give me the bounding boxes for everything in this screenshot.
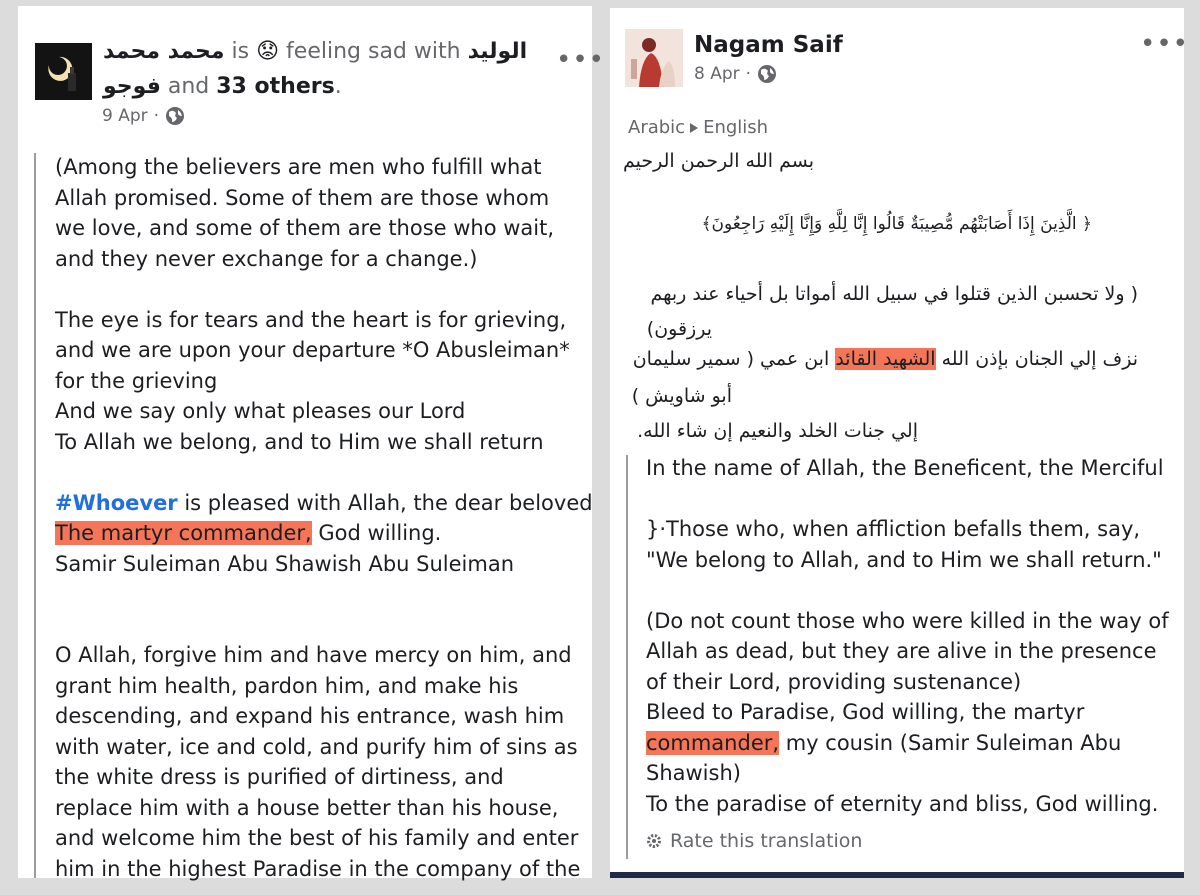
arabic-line-7: إلي جنات الخلد والنعيم إن شاء الله. [637, 420, 918, 442]
author-name[interactable]: Nagam Saif [694, 32, 843, 58]
author-avatar[interactable] [625, 29, 683, 87]
arabic-line-5-end: ابن عمي ( سمير سليمان [632, 348, 830, 370]
post-meta [694, 64, 777, 84]
arabic-line-4: يرزقون) [646, 318, 712, 340]
author-avatar[interactable] [35, 43, 92, 100]
en-highlight-line-rest: my cousin (Samir Suleiman Abu [779, 730, 1122, 755]
prayer-line-3: with water, ice and cold, and purify him of sins as [55, 734, 578, 759]
is-text: is [231, 39, 250, 64]
body-line-4 [55, 274, 593, 305]
prayer-line-5: replace him with a house better than his house, [55, 795, 559, 820]
avatar-image [625, 29, 683, 87]
post-header-line2 [103, 74, 342, 99]
body-line-1: Allah promised. Some of them are those whom [55, 185, 550, 210]
translation-line-2: }·Those who, when affliction befalls them, say, [646, 517, 1141, 541]
post-header-line1 [103, 39, 527, 64]
globe-icon [165, 106, 185, 126]
period: . [334, 74, 342, 99]
arabic-basmala: بسم الله الرحمن الرحيم [623, 150, 814, 172]
prayer-line-1: grant him health, pardon him, and make his [55, 673, 519, 698]
arabic-line-6: أبو شاويش ) [631, 385, 732, 407]
translation-line-6: Allah as dead, but they are alive in the presence [646, 639, 1157, 663]
quote-bar [34, 153, 36, 878]
body-line-9: To Allah we belong, and to Him we shall return [55, 429, 544, 454]
triangle-right-icon [689, 122, 699, 134]
post-body [55, 152, 593, 884]
prayer-line-0: O Allah, forgive him and have mercy on him, and [55, 643, 572, 667]
globe-icon [757, 64, 777, 84]
body-line-0: (Among the believers are men who fulfill what [55, 155, 542, 179]
rate-translation-label: Rate this translation [670, 830, 863, 852]
translation-line-8: Bleed to Paradise, God willing, the martyr [646, 700, 1085, 724]
arabic-line-5 [633, 348, 1138, 370]
rate-translation-button[interactable] [646, 830, 862, 852]
body-line-7: for the grieving [55, 368, 218, 393]
highlighted-phrase: The martyr commander, [55, 521, 312, 545]
post-date[interactable]: 9 Apr [102, 106, 148, 126]
arabic-line-5-start: نزف إلي الجنان بإذن الله [935, 348, 1138, 370]
others-link[interactable]: 33 others [216, 74, 335, 99]
translation-line-5: (Do not count those who were killed in the way of [646, 608, 1169, 633]
translation-end-line-1: To the paradise of eternity and bliss, God willing. [646, 791, 1159, 816]
tagged-name-part2[interactable]: فوجو [103, 74, 161, 99]
more-options-button[interactable]: ••• [556, 45, 606, 75]
separator-dot: · [153, 106, 160, 126]
tagged-name-part1[interactable]: الوليد [467, 39, 528, 64]
translation-line-1 [646, 484, 1169, 515]
arabic-line-3: ( ولا تحسبن الذين قتلوا في سبيل الله أمواتا بل أحياء عند ربهم [650, 283, 1138, 305]
target-language: English [703, 117, 769, 138]
translation-line-3: "We belong to Allah, and to Him we shall return." [646, 547, 1162, 572]
translation-language-row [628, 117, 768, 138]
body-line-6: and we are upon your departure *O Abusleiman* [55, 338, 570, 362]
source-language: Arabic [628, 117, 686, 138]
quote-bar [626, 455, 628, 859]
body-line-5: The eye is for tears and the heart is for grieving, [55, 307, 567, 332]
en-highlighted-phrase: commander, [646, 730, 780, 755]
prayer-line-6: and welcome him the best of his family and enter [55, 826, 579, 850]
body-line-3: and they never exchange for a change.) [55, 246, 478, 271]
translation-line-7: of their Lord, providing sustenance) [646, 669, 1022, 694]
more-options-button[interactable]: ••• [1140, 29, 1190, 59]
right-post-screenshot [610, 8, 1190, 878]
translation-line-4 [646, 575, 1169, 606]
sad-emoji-icon: 😟 [256, 39, 280, 64]
gear-icon [646, 833, 662, 849]
highlight-line [55, 518, 593, 549]
name-line: Samir Suleiman Abu Shawish Abu Suleiman [55, 551, 515, 576]
prayer-line-7: him in the highest Paradise in the company of the [55, 856, 581, 881]
highlight-line-rest: God willing. [311, 521, 442, 545]
left-post-screenshot [18, 6, 606, 881]
arabic-highlighted-phrase: الشهيد القائد [835, 348, 936, 370]
translation-end-line-0: Shawish) [646, 761, 741, 785]
prayer-line-4: the white dress is purified of dirtiness, and [55, 765, 504, 789]
post-meta [102, 106, 185, 126]
hashtag-line [55, 488, 593, 519]
body-line-10 [55, 457, 593, 488]
feeling-text: feeling sad with [286, 39, 461, 64]
body-line-2: we love, and some of them are those who wait, [55, 216, 555, 240]
en-highlight-line [646, 728, 1169, 759]
post-date[interactable]: 8 Apr [694, 64, 740, 84]
prayer-line-2: descending, and expand his entrance, wash him [55, 704, 565, 728]
body-line-8: And we say only what pleases our Lord [55, 399, 466, 423]
author-name[interactable]: محمد محمد [103, 39, 225, 64]
translated-text [646, 453, 1169, 819]
separator-dot: · [745, 64, 752, 84]
hashtag-line-rest: is pleased with Allah, the dear beloved [177, 490, 593, 515]
hashtag-link[interactable]: #Whoever [55, 490, 178, 515]
next-image-strip [610, 872, 1184, 878]
avatar-image [35, 43, 92, 100]
and-text: and [167, 74, 210, 99]
arabic-verse: ﴿ الَّذِينَ إِذَا أَصَابَتْهُم مُّصِيبَةٌ قَالُوا إِنَّا لِلَّهِ وَإِنَّا إِلَيْهِ رَاجِعُونَ﴾ [701, 214, 1092, 234]
translation-line-0: In the name of Allah, the Beneficent, the Merciful [646, 456, 1164, 480]
